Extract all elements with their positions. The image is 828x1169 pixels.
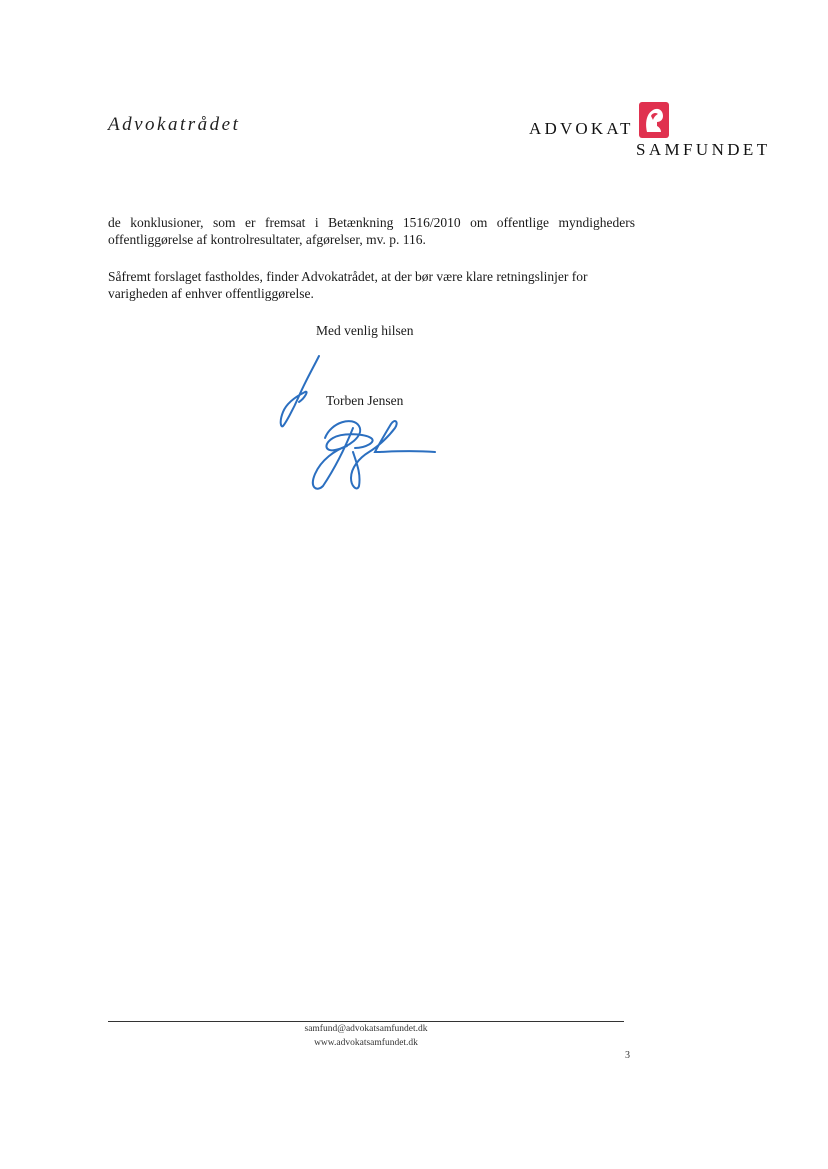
- advokatsamfundet-logo: [525, 102, 785, 164]
- page-number: 3: [625, 1050, 630, 1061]
- body-paragraph-1: de konklusioner, som er fremsat i Betænkning 1516/2010 om offentlige myndigheders offentliggørelse af kontrolresultater, afgørelser, mv. p. 116.: [108, 214, 635, 247]
- footer-website[interactable]: www.advokatsamfundet.dk: [314, 1038, 418, 1048]
- signer-name: Torben Jensen: [326, 393, 404, 408]
- department-name: Advokatrådet: [108, 114, 241, 135]
- logo-text-line2: SAMFUNDET: [636, 140, 771, 159]
- logo-text-line1: ADVOKAT: [529, 119, 634, 138]
- body-paragraph-2: Såfremt forslaget fastholdes, finder Advokatrådet, at der bør være klare retningslinjer for varigheden af enhver offentliggørelse.: [108, 268, 588, 301]
- closing-salutation: Med venlig hilsen: [316, 323, 414, 338]
- helmet-logo-icon: [639, 102, 669, 138]
- handwritten-signature: [295, 408, 440, 493]
- footer-email[interactable]: samfund@advokatsamfundet.dk: [304, 1024, 428, 1034]
- footer-divider: [108, 1021, 624, 1022]
